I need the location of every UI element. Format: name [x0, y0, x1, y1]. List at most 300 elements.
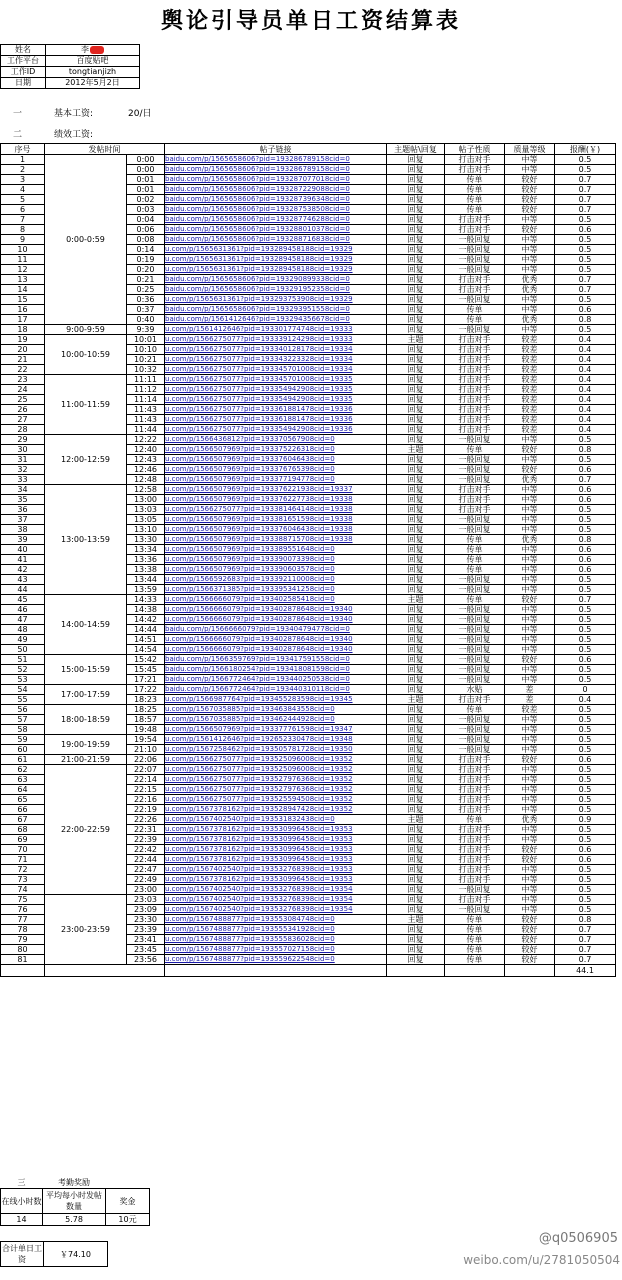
post-time: 22:39	[127, 835, 165, 845]
online-hours-value: 14	[1, 1214, 43, 1226]
post-link[interactable]: u.com/p/1566275077?pid=193354942908cid=19335	[165, 395, 387, 405]
row-index: 69	[1, 835, 45, 845]
row-index: 37	[1, 515, 45, 525]
post-link[interactable]: u.com/p/1567378162?pid=193530996458cid=19353	[165, 835, 387, 845]
post-link[interactable]: u.com/p/1566507969?pid=193390073398cid=0	[165, 555, 387, 565]
post-time: 14:51	[127, 635, 165, 645]
post-type: 主题	[387, 595, 445, 605]
post-nature: 打击对手	[445, 755, 505, 765]
pay-amount: 0.7	[555, 595, 616, 605]
post-nature: 一般回复	[445, 745, 505, 755]
post-nature: 传单	[445, 945, 505, 955]
post-time: 18:23	[127, 695, 165, 705]
quality-level: 中等	[505, 905, 555, 915]
post-type: 回复	[387, 905, 445, 915]
post-type: 回复	[387, 365, 445, 375]
post-time: 14:54	[127, 645, 165, 655]
quality-level: 中等	[505, 885, 555, 895]
quality-level: 中等	[505, 785, 555, 795]
quality-level: 较差	[505, 415, 555, 425]
row-index: 53	[1, 675, 45, 685]
pay-amount: 0.5	[555, 155, 616, 165]
table-row	[1, 755, 616, 765]
post-type: 回复	[387, 685, 445, 695]
pay-amount: 0.4	[555, 345, 616, 355]
post-link[interactable]: u.com/p/1567035885?pid=193462444928cid=0	[165, 715, 387, 725]
row-index: 32	[1, 465, 45, 475]
post-link[interactable]: u.com/p/1566275077?pid=193525594508cid=19352	[165, 795, 387, 805]
post-type: 回复	[387, 555, 445, 565]
post-link[interactable]: u.com/p/1566507969?pid=193381651598cid=19338	[165, 515, 387, 525]
post-link[interactable]: u.com/p/1566275077?pid=193381464148cid=19338	[165, 505, 387, 515]
post-link[interactable]: u.com/p/1566507969?pid=193389551648cid=0	[165, 545, 387, 555]
post-nature: 传单	[445, 445, 505, 455]
post-link[interactable]: u.com/p/1567402540?pid=193532768398cid=19354	[165, 895, 387, 905]
post-link[interactable]: u.com/p/1566275077?pid=193339124298cid=19333	[165, 335, 387, 345]
post-nature: 打击对手	[445, 285, 505, 295]
post-link[interactable]: u.com/p/1566275077?pid=193340128178cid=19334	[165, 345, 387, 355]
post-link[interactable]: u.com/p/1566507969?pid=193375226318cid=0	[165, 445, 387, 455]
post-time: 13:00	[127, 495, 165, 505]
post-type: 回复	[387, 545, 445, 555]
post-time: 22:19	[127, 805, 165, 815]
post-time: 12:43	[127, 455, 165, 465]
base-salary-value: 20/日	[128, 109, 152, 119]
post-time: 19:54	[127, 735, 165, 745]
pay-amount: 0.5	[555, 585, 616, 595]
quality-level: 中等	[505, 895, 555, 905]
pay-amount: 0.6	[555, 465, 616, 475]
post-link[interactable]: u.com/p/1566666079?pid=193402878648cid=19340	[165, 605, 387, 615]
post-nature: 传单	[445, 705, 505, 715]
post-type: 回复	[387, 825, 445, 835]
table-row	[1, 685, 616, 695]
online-hours-header: 在线小时数	[1, 1189, 43, 1214]
post-link[interactable]: u.com/p/1567378162?pid=193528947428cid=19352	[165, 805, 387, 815]
pay-amount: 0.5	[555, 625, 616, 635]
post-link[interactable]: u.com/p/1566507969?pid=193388715708cid=19338	[165, 535, 387, 545]
post-time: 22:44	[127, 855, 165, 865]
post-link[interactable]: u.com/p/1566275077?pid=193345701008cid=19335	[165, 375, 387, 385]
post-type: 回复	[387, 485, 445, 495]
post-link[interactable]: u.com/p/1567378162?pid=193530996458cid=19353	[165, 855, 387, 865]
post-link[interactable]: baidu.com/p/1566180254?pid=193418081598cid=0	[165, 665, 387, 675]
post-link[interactable]: baidu.com/p/1565658606?pid=193293951558cid=0	[165, 305, 387, 315]
post-type: 回复	[387, 945, 445, 955]
post-link[interactable]: baidu.com/p/1565658606?pid=193287396348cid=0	[165, 195, 387, 205]
post-link[interactable]: u.com/p/1566275077?pid=193354942908cid=19335	[165, 385, 387, 395]
post-type: 回复	[387, 895, 445, 905]
post-link[interactable]: u.com/p/1566275077?pid=193525096008cid=19352	[165, 755, 387, 765]
post-type: 回复	[387, 725, 445, 735]
row-index: 64	[1, 785, 45, 795]
pay-amount: 0.6	[555, 655, 616, 665]
row-index: 80	[1, 945, 45, 955]
post-link[interactable]: u.com/p/1567488877?pid=193559622548cid=0	[165, 955, 387, 965]
post-nature: 打击对手	[445, 875, 505, 885]
quality-level: 中等	[505, 775, 555, 785]
row-index: 40	[1, 545, 45, 555]
quality-level: 较差	[505, 335, 555, 345]
post-link[interactable]: u.com/p/1566275077?pid=193527976368cid=19352	[165, 775, 387, 785]
quality-level: 优秀	[505, 275, 555, 285]
post-link[interactable]: u.com/p/1567488877?pid=193557027158cid=0	[165, 945, 387, 955]
quality-level: 较好	[505, 195, 555, 205]
post-nature: 打击对手	[445, 495, 505, 505]
quality-level: 较好	[505, 845, 555, 855]
post-type: 回复	[387, 275, 445, 285]
quality-level: 中等	[505, 645, 555, 655]
pay-amount: 0.4	[555, 365, 616, 375]
quality-level: 较差	[505, 375, 555, 385]
sheet-title: 舆论引导员单日工资结算表	[160, 9, 461, 34]
row-index: 81	[1, 955, 45, 965]
quality-level: 较差	[505, 705, 555, 715]
row-index: 66	[1, 805, 45, 815]
post-nature: 传单	[445, 935, 505, 945]
time-segment: 21:00-21:59	[45, 755, 127, 765]
post-type: 回复	[387, 305, 445, 315]
post-link[interactable]: u.com/p/1567402540?pid=193532768398cid=19354	[165, 885, 387, 895]
post-nature: 传单	[445, 185, 505, 195]
post-nature: 一般回复	[445, 735, 505, 745]
post-type: 回复	[387, 245, 445, 255]
post-type: 回复	[387, 885, 445, 895]
quality-level: 优秀	[505, 815, 555, 825]
row-index: 74	[1, 885, 45, 895]
quality-level: 优秀	[505, 285, 555, 295]
row-index: 29	[1, 435, 45, 445]
post-type: 回复	[387, 395, 445, 405]
post-link[interactable]: u.com/p/1566666079?pid=193402878648cid=19340	[165, 645, 387, 655]
work-id-value: tongtianjizh	[46, 67, 140, 78]
post-type: 回复	[387, 615, 445, 625]
post-time: 0:00	[127, 155, 165, 165]
post-type: 回复	[387, 795, 445, 805]
post-link[interactable]: baidu.com/p/1565658606?pid=193287746288cid=0	[165, 215, 387, 225]
pay-amount: 0	[555, 685, 616, 695]
post-type: 主题	[387, 695, 445, 705]
post-type: 回复	[387, 565, 445, 575]
row-index: 72	[1, 865, 45, 875]
quality-level: 较好	[505, 915, 555, 925]
post-link[interactable]: baidu.com/p/1565658606?pid=193287538508cid=0	[165, 205, 387, 215]
post-nature: 一般回复	[445, 245, 505, 255]
post-time: 10:10	[127, 345, 165, 355]
pay-amount: 0.5	[555, 735, 616, 745]
weibo-url-watermark: weibo.com/u/2781050504	[463, 1253, 620, 1267]
post-nature: 打击对手	[445, 695, 505, 705]
post-link[interactable]: u.com/p/1567378162?pid=193530996458cid=19353	[165, 875, 387, 885]
post-link[interactable]: u.com/p/1567488877?pid=193555341928cid=0	[165, 925, 387, 935]
time-segment: 22:00-22:59	[45, 765, 127, 895]
post-type: 回复	[387, 715, 445, 725]
post-link[interactable]: baidu.com/p/1566772464?pid=193440250538cid=0	[165, 675, 387, 685]
pay-amount: 0.6	[555, 225, 616, 235]
post-link[interactable]: u.com/p/1567378162?pid=193530996458cid=19353	[165, 845, 387, 855]
post-nature: 传单	[445, 955, 505, 965]
quality-level: 中等	[505, 235, 555, 245]
quality-level: 较差	[505, 355, 555, 365]
pay-amount: 0.5	[555, 325, 616, 335]
post-link[interactable]: u.com/p/1566507969?pid=193376221938cid=19337	[165, 485, 387, 495]
post-time: 11:43	[127, 405, 165, 415]
performance-salary-label: 绩效工资:	[54, 130, 94, 140]
post-nature: 打击对手	[445, 155, 505, 165]
post-nature: 传单	[445, 565, 505, 575]
post-link[interactable]: u.com/p/1567258462?pid=193505781728cid=19350	[165, 745, 387, 755]
row-index: 43	[1, 575, 45, 585]
row-index: 10	[1, 245, 45, 255]
post-time: 0:08	[127, 235, 165, 245]
post-nature: 传单	[445, 175, 505, 185]
post-link[interactable]: u.com/p/1561412646?pid=192652330478cid=19348	[165, 735, 387, 745]
post-time: 9:39	[127, 325, 165, 335]
pay-amount: 0.5	[555, 505, 616, 515]
post-nature: 打击对手	[445, 225, 505, 235]
post-link[interactable]: u.com/p/1565631361?pid=193289458188cid=19329	[165, 255, 387, 265]
quality-level: 中等	[505, 155, 555, 165]
time-segment: 9:00-9:59	[45, 325, 127, 335]
post-link[interactable]: baidu.com/p/1561412646?pid=193294356678cid=0	[165, 315, 387, 325]
post-time: 0:21	[127, 275, 165, 285]
post-link[interactable]: u.com/p/1566507969?pid=193377761598cid=19347	[165, 725, 387, 735]
post-time: 14:42	[127, 615, 165, 625]
post-link[interactable]: u.com/p/1566275077?pid=193527976368cid=19352	[165, 785, 387, 795]
post-link[interactable]: u.com/p/1566666079?pid=193402878648cid=19340	[165, 635, 387, 645]
post-nature: 一般回复	[445, 905, 505, 915]
pay-amount: 0.7	[555, 945, 616, 955]
post-nature: 打击对手	[445, 895, 505, 905]
post-link[interactable]: u.com/p/1565631361?pid=193293753908cid=19329	[165, 295, 387, 305]
row-index: 54	[1, 685, 45, 695]
pay-amount: 0.5	[555, 765, 616, 775]
total-row-cell	[165, 965, 387, 977]
post-link[interactable]: u.com/p/1566436812?pid=193370567908cid=0	[165, 435, 387, 445]
post-link[interactable]: u.com/p/1566371385?pid=193395341258cid=0	[165, 585, 387, 595]
base-salary-label: 基本工资:	[54, 109, 94, 119]
post-link[interactable]: baidu.com/p/1565658606?pid=193288010378cid=0	[165, 225, 387, 235]
quality-level: 较差	[505, 395, 555, 405]
post-link[interactable]: u.com/p/1566592683?pid=193392110008cid=0	[165, 575, 387, 585]
row-index: 45	[1, 595, 45, 605]
post-link[interactable]: baidu.com/p/1565658606?pid=193290899338cid=0	[165, 275, 387, 285]
pay-amount: 0.7	[555, 285, 616, 295]
table-row	[1, 595, 616, 605]
pay-amount: 0.5	[555, 775, 616, 785]
quality-level: 较好	[505, 595, 555, 605]
pay-amount: 0.5	[555, 575, 616, 585]
time-segment: 11:00-11:59	[45, 375, 127, 435]
post-time: 0:00	[127, 165, 165, 175]
quality-level: 中等	[505, 545, 555, 555]
section2-number: 二	[13, 130, 23, 140]
row-index: 79	[1, 935, 45, 945]
post-type: 主题	[387, 915, 445, 925]
work-id-label: 工作ID	[1, 67, 46, 78]
row-index: 33	[1, 475, 45, 485]
post-link[interactable]: u.com/p/1567402540?pid=193532768398cid=19353	[165, 865, 387, 875]
post-nature: 一般回复	[445, 885, 505, 895]
post-time: 11:43	[127, 415, 165, 425]
post-link[interactable]: baidu.com/p/1565658606?pid=193286789158cid=0	[165, 165, 387, 175]
post-type: 回复	[387, 515, 445, 525]
header-post-type: 主题帖\回复	[387, 144, 445, 155]
row-index: 49	[1, 635, 45, 645]
post-link[interactable]: baidu.com/p/1566772464?pid=193440310118cid=0	[165, 685, 387, 695]
post-type: 回复	[387, 655, 445, 665]
row-index: 70	[1, 845, 45, 855]
row-index: 39	[1, 535, 45, 545]
post-type: 回复	[387, 675, 445, 685]
pay-amount: 0.5	[555, 715, 616, 725]
header-post-time: 发帖时间	[45, 144, 165, 155]
post-link[interactable]: u.com/p/1567488877?pid=193553084748cid=0	[165, 915, 387, 925]
post-type: 回复	[387, 605, 445, 615]
post-nature: 打击对手	[445, 855, 505, 865]
quality-level: 差	[505, 685, 555, 695]
pay-amount: 0.5	[555, 245, 616, 255]
post-link[interactable]: baidu.com/p/1565658606?pid=193286789158cid=0	[165, 155, 387, 165]
post-time: 13:36	[127, 555, 165, 565]
post-type: 回复	[387, 835, 445, 845]
post-link[interactable]: u.com/p/1566275077?pid=193354942908cid=19336	[165, 425, 387, 435]
pay-amount: 0.6	[555, 755, 616, 765]
post-nature: 打击对手	[445, 765, 505, 775]
header-quality: 质量等级	[505, 144, 555, 155]
pay-amount: 0.9	[555, 815, 616, 825]
time-segment: 13:00-13:59	[45, 485, 127, 595]
row-index: 24	[1, 385, 45, 395]
row-index: 61	[1, 755, 45, 765]
quality-level: 中等	[505, 605, 555, 615]
post-nature: 一般回复	[445, 465, 505, 475]
post-nature: 一般回复	[445, 455, 505, 465]
post-link[interactable]: u.com/p/1566507969?pid=193376046438cid=19338	[165, 525, 387, 535]
post-link[interactable]: baidu.com/p/1565658606?pid=193288716838cid=0	[165, 235, 387, 245]
post-type: 回复	[387, 735, 445, 745]
post-time: 13:38	[127, 565, 165, 575]
post-link[interactable]: u.com/p/1566275077?pid=193525096008cid=19352	[165, 765, 387, 775]
post-link[interactable]: u.com/p/1567378162?pid=193530996458cid=19353	[165, 825, 387, 835]
post-link[interactable]: u.com/p/1566666079?pid=193402585418cid=0	[165, 595, 387, 605]
date-label: 日期	[1, 78, 46, 89]
post-link[interactable]: u.com/p/1565631361?pid=193289458188cid=19329	[165, 245, 387, 255]
post-type: 回复	[387, 635, 445, 645]
quality-level: 中等	[505, 735, 555, 745]
post-link[interactable]: u.com/p/1567402540?pid=193532768398cid=19354	[165, 905, 387, 915]
post-link[interactable]: u.com/p/1566275077?pid=193361881478cid=19336	[165, 405, 387, 415]
post-time: 13:03	[127, 505, 165, 515]
pay-amount: 0.5	[555, 605, 616, 615]
post-link[interactable]: u.com/p/1566507969?pid=193377194778cid=0	[165, 475, 387, 485]
row-index: 57	[1, 715, 45, 725]
quality-level: 中等	[505, 665, 555, 675]
post-type: 回复	[387, 865, 445, 875]
post-link[interactable]: u.com/p/1565631361?pid=193289458188cid=19329	[165, 265, 387, 275]
post-link[interactable]: u.com/p/1566507969?pid=193376046438cid=0	[165, 455, 387, 465]
pay-amount: 0.7	[555, 955, 616, 965]
pay-amount: 0.5	[555, 295, 616, 305]
row-index: 36	[1, 505, 45, 515]
post-link[interactable]: baidu.com/p/1565658606?pid=193287077018cid=0	[165, 175, 387, 185]
post-link[interactable]: baidu.com/p/1566666079?pid=193404794778cid=0	[165, 625, 387, 635]
post-link[interactable]: u.com/p/1566507969?pid=193376227738cid=19338	[165, 495, 387, 505]
name-label: 姓名	[1, 45, 46, 56]
post-type: 回复	[387, 935, 445, 945]
post-link[interactable]: u.com/p/1567488877?pid=193555836028cid=0	[165, 935, 387, 945]
post-nature: 一般回复	[445, 665, 505, 675]
post-nature: 一般回复	[445, 265, 505, 275]
post-time: 22:47	[127, 865, 165, 875]
post-nature: 一般回复	[445, 475, 505, 485]
post-link[interactable]: u.com/p/1566275077?pid=193343223328cid=19334	[165, 355, 387, 365]
table-row	[1, 765, 616, 775]
post-nature: 一般回复	[445, 625, 505, 635]
table-row	[1, 895, 616, 905]
pay-amount: 0.5	[555, 665, 616, 675]
post-time: 17:22	[127, 685, 165, 695]
pay-amount: 0.5	[555, 525, 616, 535]
table-row	[1, 705, 616, 715]
post-link[interactable]: u.com/p/1566275077?pid=193361881478cid=19336	[165, 415, 387, 425]
post-time: 15:45	[127, 665, 165, 675]
quality-level: 优秀	[505, 475, 555, 485]
row-index: 23	[1, 375, 45, 385]
post-link[interactable]: u.com/p/1566666079?pid=193402878648cid=19340	[165, 615, 387, 625]
row-index: 42	[1, 565, 45, 575]
total-row-cell	[445, 965, 505, 977]
post-link[interactable]: u.com/p/1566987764?pid=193455283598cid=19345	[165, 695, 387, 705]
post-link[interactable]: u.com/p/1566275077?pid=193345701008cid=19334	[165, 365, 387, 375]
row-index: 8	[1, 225, 45, 235]
pay-total: 44.1	[555, 965, 616, 977]
time-segment: 15:00-15:59	[45, 655, 127, 685]
post-link[interactable]: u.com/p/1567402540?pid=193531832438cid=0	[165, 815, 387, 825]
post-nature: 传单	[445, 815, 505, 825]
pay-amount: 0.6	[555, 845, 616, 855]
post-nature: 传单	[445, 195, 505, 205]
post-link[interactable]: u.com/p/1567035885?pid=193463843558cid=0	[165, 705, 387, 715]
quality-level: 较好	[505, 935, 555, 945]
post-link[interactable]: u.com/p/1566507969?pid=193376765398cid=0	[165, 465, 387, 475]
post-time: 23:39	[127, 925, 165, 935]
pay-amount: 0.5	[555, 865, 616, 875]
post-nature: 一般回复	[445, 255, 505, 265]
time-segment: 10:00-10:59	[45, 335, 127, 375]
post-time: 22:49	[127, 875, 165, 885]
pay-amount: 0.5	[555, 795, 616, 805]
post-link[interactable]: u.com/p/1566507969?pid=193390603578cid=0	[165, 565, 387, 575]
post-type: 回复	[387, 355, 445, 365]
pay-amount: 0.4	[555, 355, 616, 365]
quality-level: 中等	[505, 875, 555, 885]
pay-amount: 0.5	[555, 165, 616, 175]
post-type: 回复	[387, 255, 445, 265]
row-index: 52	[1, 665, 45, 675]
post-link[interactable]: u.com/p/1561412646?pid=193301774748cid=19333	[165, 325, 387, 335]
quality-level: 中等	[505, 455, 555, 465]
post-time: 23:03	[127, 895, 165, 905]
post-link[interactable]: baidu.com/p/1566359769?pid=193417591558cid=0	[165, 655, 387, 665]
pay-amount: 0.6	[555, 495, 616, 505]
post-link[interactable]: baidu.com/p/1565658606?pid=193287229088cid=0	[165, 185, 387, 195]
pay-amount: 0.5	[555, 635, 616, 645]
post-link[interactable]: baidu.com/p/1565658606?pid=193291952358cid=0	[165, 285, 387, 295]
post-nature: 传单	[445, 595, 505, 605]
post-time: 0:14	[127, 245, 165, 255]
pay-amount: 0.5	[555, 615, 616, 625]
